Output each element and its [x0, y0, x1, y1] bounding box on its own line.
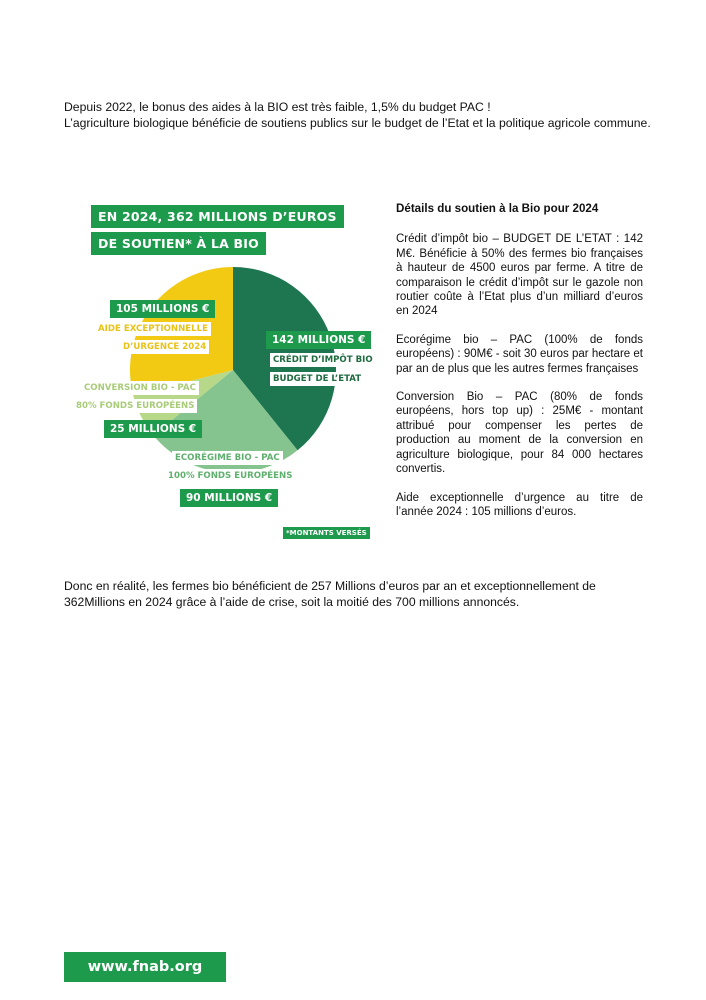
intro-line-1: Depuis 2022, le bonus des aides à la BIO est très faible, 1,5% du budget PAC ! — [64, 100, 491, 114]
conversion-label-line-2: 80% FONDS EUROPÉENS — [73, 399, 197, 413]
credit-label-line-2: BUDGET DE L’ETAT — [270, 372, 364, 386]
ecoregime-label-line-2: 100% FONDS EUROPÉENS — [165, 469, 295, 483]
credit-amount-label: 142 MILLIONS € — [266, 331, 371, 349]
details-aide-urgence: Aide exceptionnelle d’urgence au titre de l’année 2024 : 105 millions d’euros. — [396, 491, 643, 518]
infographic-title-line-2: DE SOUTIEN* À LA BIO — [91, 232, 266, 255]
details-credit-impot: Crédit d’impôt bio – BUDGET DE L’ETAT : 142 M€. Bénéficie à 50% des fermes bio françaises à hauteur de 4500 euros par ferme. A titre de comparaison le crédit d’impôt sur le gazole non routier coûte à l’Etat plus d’un milliard d’euros en 2024 — [396, 233, 643, 318]
support-infographic — [60, 200, 380, 550]
conclusion-text — [64, 578, 646, 610]
conversion-amount-label: 25 MILLIONS € — [104, 420, 202, 438]
details-heading: Détails du soutien à la Bio pour 2024 — [396, 202, 599, 215]
conclusion-paragraph: Donc en réalité, les fermes bio bénéficient de 257 Millions d’euros par an et exceptionnellement de 362Millions en 2024 grâce à l’aide de crise, soit la moitié des 700 millions annoncés. — [64, 579, 596, 609]
aide-label-line-2: D’URGENCE 2024 — [120, 340, 209, 354]
details-conversion: Conversion Bio – PAC (80% de fonds européens, hors top up) : 25M€ - montant attribué pour compenser les pertes de production au moment de la conversion en agriculture biologique, pour 84 000 hectares convertis. — [396, 391, 643, 476]
ecoregime-label-line-1: ECORÉGIME BIO - PAC — [172, 451, 283, 465]
fnab-website-link[interactable]: www.fnab.org — [64, 952, 226, 982]
details-ecoregime: Ecorégime bio – PAC (100% de fonds européens) : 90M€ - soit 30 euros par hectare et par an de plus que les autres fermes françaises — [396, 333, 643, 375]
ecoregime-amount-label: 90 MILLIONS € — [180, 489, 278, 507]
credit-label-line-1: CRÉDIT D’IMPÔT BIO — [270, 353, 376, 367]
intro-line-2: L’agriculture biologique bénéficie de soutiens publics sur le budget de l’Etat et la politique agricole commune. — [64, 116, 651, 130]
intro-text — [64, 99, 654, 131]
montants-verses-footnote: *MONTANTS VERSÉS — [283, 527, 370, 539]
support-details — [396, 202, 643, 533]
aide-amount-label: 105 MILLIONS € — [110, 300, 215, 318]
aide-label-line-1: AIDE EXCEPTIONNELLE — [95, 322, 211, 336]
conversion-label-line-1: CONVERSION BIO - PAC — [81, 381, 199, 395]
infographic-title-line-1: EN 2024, 362 MILLIONS D’EUROS — [91, 205, 344, 228]
